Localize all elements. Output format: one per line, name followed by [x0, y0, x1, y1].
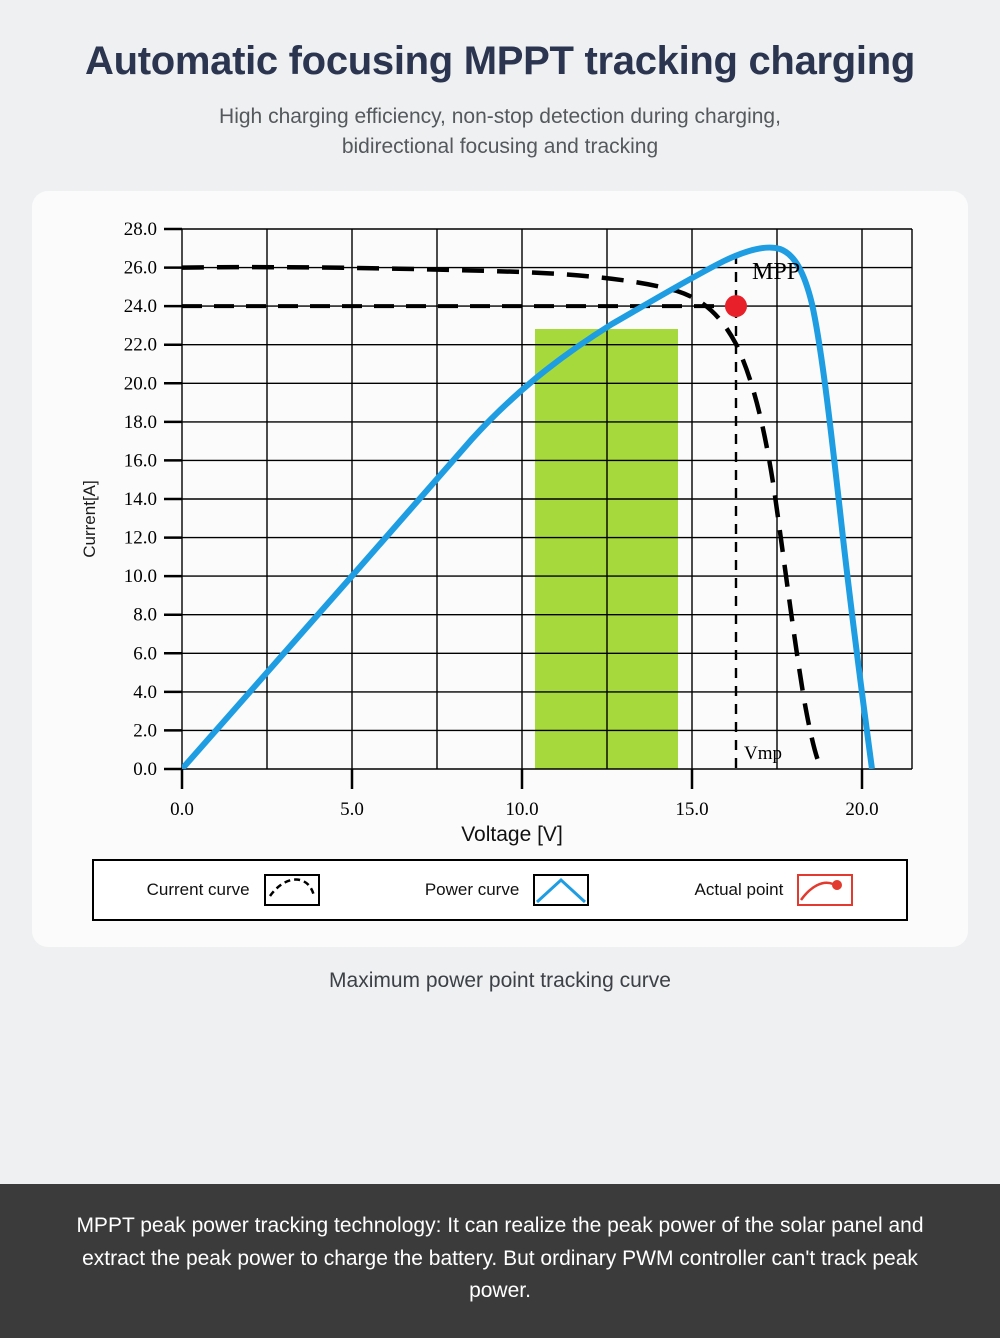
svg-text:4.0: 4.0: [133, 681, 157, 703]
svg-text:24.0: 24.0: [123, 295, 157, 317]
svg-text:10.0: 10.0: [123, 565, 157, 587]
svg-text:8.0: 8.0: [133, 604, 157, 626]
series-current-curve: [182, 267, 822, 769]
svg-text:2.0: 2.0: [133, 720, 157, 742]
legend-item-current-curve: [147, 874, 320, 906]
svg-text:18.0: 18.0: [123, 411, 157, 433]
svg-text:28.0: 28.0: [123, 218, 157, 240]
x-axis-label: Voltage [V]: [461, 822, 563, 846]
svg-text:20.0: 20.0: [845, 798, 879, 819]
chart-legend: [92, 859, 908, 921]
legend-label-actual-point: Actual point: [694, 879, 784, 899]
svg-text:22.0: 22.0: [123, 334, 157, 356]
svg-text:0.0: 0.0: [170, 798, 194, 819]
svg-text:12.0: 12.0: [123, 527, 157, 549]
chart-area: [52, 209, 972, 849]
footer-description: MPPT peak power tracking technology: It can realize the peak power of the solar panel and extract the peak power to charge the battery. But ordinary PWM controller can't track peak power.: [0, 1184, 1000, 1338]
svg-text:0.0: 0.0: [133, 758, 157, 780]
svg-text:26.0: 26.0: [123, 257, 157, 279]
x-tick-labels: [170, 799, 879, 819]
legend-item-actual-point: [695, 874, 854, 906]
chart-caption: Maximum power point tracking curve: [329, 968, 671, 992]
x-tick-marks: [182, 769, 862, 789]
series-power-curve: [182, 248, 872, 769]
page-title: Automatic focusing MPPT tracking charging: [84, 39, 915, 83]
svg-text:16.0: 16.0: [123, 450, 157, 472]
y-axis-label: Current[A]: [80, 480, 99, 558]
mppt-chart-svg: [52, 209, 972, 819]
y-tick-labels: [124, 219, 157, 780]
page-subtitle: High charging efficiency, non-stop detection during charging, bidirectional focusing and tracking: [219, 105, 781, 159]
svg-text:14.0: 14.0: [123, 488, 157, 510]
y-tick-marks: [164, 229, 182, 769]
legend-label-current-curve: Current curve: [146, 879, 250, 899]
dashed-curve-icon: [264, 874, 320, 906]
annotation-vmp: Vmp: [744, 742, 782, 764]
svg-text:15.0: 15.0: [675, 798, 709, 819]
peak-curve-icon: [533, 874, 589, 906]
annotation-mpp: MPP: [752, 258, 801, 285]
svg-text:5.0: 5.0: [340, 798, 364, 819]
svg-text:6.0: 6.0: [133, 643, 157, 665]
point-marker-icon: [797, 874, 853, 906]
chart-card: [32, 191, 968, 947]
legend-item-power-curve: [425, 874, 589, 906]
svg-text:20.0: 20.0: [123, 373, 157, 395]
legend-label-power-curve: Power curve: [424, 879, 520, 899]
actual-point-marker: [725, 295, 747, 317]
svg-text:10.0: 10.0: [505, 798, 539, 819]
